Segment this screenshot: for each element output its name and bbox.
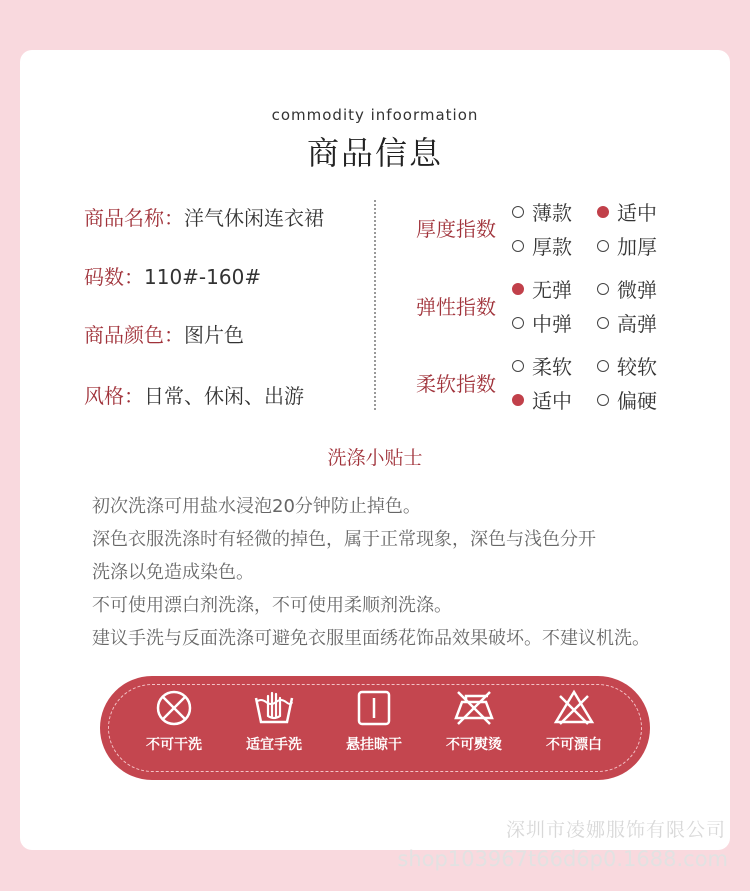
elasticity-option: [597, 274, 657, 303]
info-value: 日常、休闲、出游: [144, 384, 304, 408]
radio-dot-icon: [512, 394, 524, 406]
care-symbols-band: [100, 676, 650, 780]
radio-dot-icon: [597, 206, 609, 218]
page-title: 商品信息: [306, 134, 443, 172]
elasticity-option: [597, 308, 657, 337]
softness-option: [597, 385, 657, 414]
option-label: 薄款: [532, 201, 572, 225]
no-dry-clean-icon: [154, 688, 194, 728]
info-value: 110#-160#: [144, 265, 262, 289]
care-item: [124, 688, 224, 754]
elasticity-option: [512, 274, 572, 303]
dotted-divider: [374, 200, 376, 410]
url-watermark: shop103967t66d6p0.1688.com: [397, 847, 728, 871]
thickness-option: [597, 231, 657, 260]
option-label: 中弹: [532, 312, 572, 336]
info-label: 商品名称：: [84, 206, 184, 230]
product-info-card: [20, 50, 730, 850]
softness-option: [597, 351, 657, 380]
radio-dot-icon: [597, 360, 609, 372]
care-item: [424, 688, 524, 754]
option-label: 高弹: [617, 312, 657, 336]
option-label: 较软: [617, 355, 657, 379]
info-row-style: [84, 380, 304, 409]
radio-dot-icon: [512, 206, 524, 218]
info-value: 图片色: [184, 323, 244, 347]
tip-line: 不可使用漂白剂洗涤，不可使用柔顺剂洗涤。: [92, 595, 452, 616]
softness-index-label: 柔软指数: [416, 372, 496, 396]
softness-option: [512, 385, 572, 414]
thickness-option: [512, 197, 572, 226]
tip-line: 洗涤以免造成染色。: [92, 562, 254, 583]
hand-wash-icon: [252, 688, 296, 728]
tip-line: 深色衣服洗涤时有轻微的掉色，属于正常现象，深色与浅色分开: [92, 529, 596, 550]
radio-dot-icon: [512, 283, 524, 295]
tip-line: 建议手洗与反面洗涤可避免衣服里面绣花饰品效果破坏。不建议机洗。: [92, 628, 650, 649]
option-label: 微弹: [617, 278, 657, 302]
line-dry-icon: [354, 688, 394, 728]
no-bleach-icon: [552, 688, 596, 728]
tip-line: 初次洗涤可用盐水浸泡20分钟防止掉色。: [92, 496, 421, 517]
elasticity-option: [512, 308, 572, 337]
option-label: 适中: [532, 389, 572, 413]
thickness-option: [597, 197, 657, 226]
care-item: [324, 688, 424, 754]
thickness-index-label: 厚度指数: [416, 217, 496, 241]
info-label: 码数：: [84, 265, 144, 289]
option-label: 适中: [617, 201, 657, 225]
option-label: 加厚: [617, 235, 657, 259]
care-label: 不可漂白: [546, 737, 602, 753]
info-row-size: [84, 261, 261, 290]
info-label: 商品颜色：: [84, 323, 184, 347]
care-item: [224, 688, 324, 754]
option-label: 偏硬: [617, 389, 657, 413]
option-label: 厚款: [532, 235, 572, 259]
radio-dot-icon: [597, 394, 609, 406]
info-value: 洋气休闲连衣裙: [184, 206, 324, 230]
company-watermark: 深圳市凌娜服饰有限公司: [505, 819, 726, 841]
english-title: commodity infoormation: [271, 106, 479, 124]
option-label: 无弹: [532, 278, 572, 302]
elasticity-index-label: 弹性指数: [416, 295, 496, 319]
radio-dot-icon: [597, 317, 609, 329]
radio-dot-icon: [512, 240, 524, 252]
info-row-name: [84, 202, 324, 231]
option-label: 柔软: [532, 355, 572, 379]
thickness-option: [512, 231, 572, 260]
softness-option: [512, 351, 572, 380]
care-label: 适宜手洗: [246, 737, 302, 753]
info-row-color: [84, 319, 244, 348]
radio-dot-icon: [512, 360, 524, 372]
care-label: 不可熨烫: [446, 737, 502, 753]
info-label: 风格：: [84, 384, 144, 408]
care-label: 不可干洗: [146, 737, 202, 753]
radio-dot-icon: [512, 317, 524, 329]
care-item: [524, 688, 624, 754]
care-label: 悬挂晾干: [346, 737, 402, 753]
washing-tips-title: 洗涤小贴士: [327, 447, 423, 469]
no-iron-icon: [452, 688, 496, 728]
radio-dot-icon: [597, 283, 609, 295]
radio-dot-icon: [597, 240, 609, 252]
